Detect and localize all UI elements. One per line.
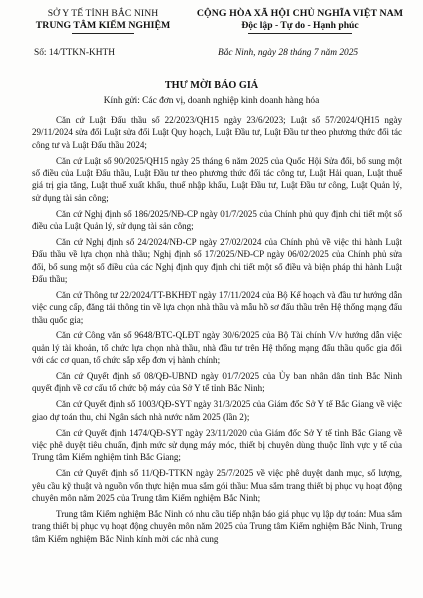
document-number: Số: 14/TTKN-KHTH (34, 48, 115, 58)
center-name: TRUNG TÂM KIỂM NGHIỆM (35, 20, 171, 31)
paragraph: Căn cứ Quyết định số 11/QĐ-TTKN ngày 25/7/2025 về việc phê duyệt danh mục, số lượng, yêu cầu kỹ thuật và nguồn vốn thực hiện mua sắm gói thầu: Mua sắm trang thiết bị phục vụ hoạt động chuyên môn năm 2025 của Trung tâm Kiểm nghiệm Bắc Ninh; (32, 468, 402, 503)
paragraph: Căn cứ Quyết định số 08/QĐ-UBND ngày 01/7/2025 của Ủy ban nhân dân tỉnh Bắc Ninh quyết định về cơ cấu tổ chức bộ máy của Sở Y tế tỉnh Bắc Ninh; (32, 371, 402, 394)
motto: Độc lập - Tự do - Hạnh phúc (241, 20, 359, 31)
greeting: Kính gửi: Các đơn vị, doanh nghiệp kinh doanh hàng hóa (103, 96, 320, 106)
agency-name: SỞ Y TẾ TỈNH BẮC NINH (47, 8, 159, 19)
place-date: Bắc Ninh, ngày 28 tháng 7 năm 2025 (218, 48, 359, 58)
motto-underline (248, 33, 352, 34)
paragraph: Căn cứ Nghị định số 186/2025/NĐ-CP ngày 01/7/2025 của Chính phủ quy định chi tiết một số điều của Luật Quản lý, sử dụng tài sản công; (32, 208, 402, 231)
issuer-underline (72, 33, 134, 34)
paragraph: Căn cứ Công văn số 9648/BTC-QLĐT ngày 30/6/2025 của Bộ Tài chính V/v hướng dẫn việc quản lý tài khoản, tổ chức lựa chọn nhà thầu, nhà đầu tư trên Hệ thống mạng đấu thầu quốc gia đối với các cơ quan, tổ chức sắp xếp đơn vị hành chính; (32, 330, 402, 366)
document-body (32, 114, 402, 549)
national-motto-block (186, 8, 414, 34)
paragraph: Căn cứ Nghị định số 24/2024/NĐ-CP ngày 27/02/2024 của Chính phủ về việc thi hành Luật Đấu thầu về lựa chọn nhà thầu; Nghị định số 17/2025/NĐ-CP ngày 06/02/2025 của Chính phủ sửa đổi, bổ sung một số điều của các Nghị định quy định chi tiết một số điều và biện pháp thi hành Luật Đấu thầu; (32, 236, 402, 284)
paragraph: Căn cứ Thông tư 22/2024/TT-BKHĐT ngày 17/11/2024 của Bộ Kế hoạch và đầu tư hướng dẫn việc cung cấp, đăng tải thông tin về lựa chọn nhà thầu và mẫu hồ sơ đấu thầu trên Hệ thống mạng đấu thầu quốc gia; (32, 289, 402, 325)
paragraph: Căn cứ Luật Đấu thầu số 22/2023/QH15 ngày 23/6/2023; Luật số 57/2024/QH15 ngày 29/11/2024 sửa đổi Luật sửa đổi Luật Quy hoạch, Luật Đầu tư, Luật Đầu tư theo phương thức đối tác công tư và Luật Đấu thầu 2024; (32, 115, 402, 150)
nation-name: CỘNG HÒA XÃ HỘI CHỦ NGHĨA VIỆT NAM (196, 8, 404, 19)
paragraph: Căn cứ Quyết định số 1003/QĐ-SYT ngày 31/3/2025 của Giám đốc Sở Y tế Bắc Giang về việc giao dự toán thu, chi Ngân sách nhà nước năm 2025 (lần 2); (32, 399, 402, 422)
paragraph: Căn cứ Quyết định 1474/QĐ-SYT ngày 23/11/2020 của Giám đốc Sở Y tế tỉnh Bắc Giang về việc phê duyệt tiêu chuẩn, định mức sử dụng máy móc, thiết bị chuyên dùng thuộc lĩnh vực y tế của Trung tâm Kiểm nghiệm tỉnh Bắc Giang; (32, 427, 402, 463)
document-title: THƯ MỜI BÁO GIÁ (164, 80, 259, 91)
paragraph: Trung tâm Kiểm nghiệm Bắc Ninh có nhu cầu tiếp nhận báo giá phục vụ lập dự toán: Mua sắm trang thiết bị phục vụ hoạt động chuyên môn năm 2025 của Trung tâm Kiểm nghiệm Bắc Ninh, Trung tâm Kiểm nghiệm Bắc Ninh kính mời các nhà cung (32, 508, 402, 544)
issuer-block (28, 8, 178, 34)
paragraph: Căn cứ Luật số 90/2025/QH15 ngày 25 tháng 6 năm 2025 của Quốc Hội Sửa đổi, bổ sung một số điều của Luật Đấu thầu, Luật Đầu tư theo phương thức đối tác công tư, Luật Hải quan, Luật thuế giá trị gia tăng, Luật thuế xuất khẩu, thuế nhập khẩu, Luật Đầu tư, Luật Đầu tư công, Luật Quản lý, sử dụng tài sản công; (32, 155, 402, 203)
